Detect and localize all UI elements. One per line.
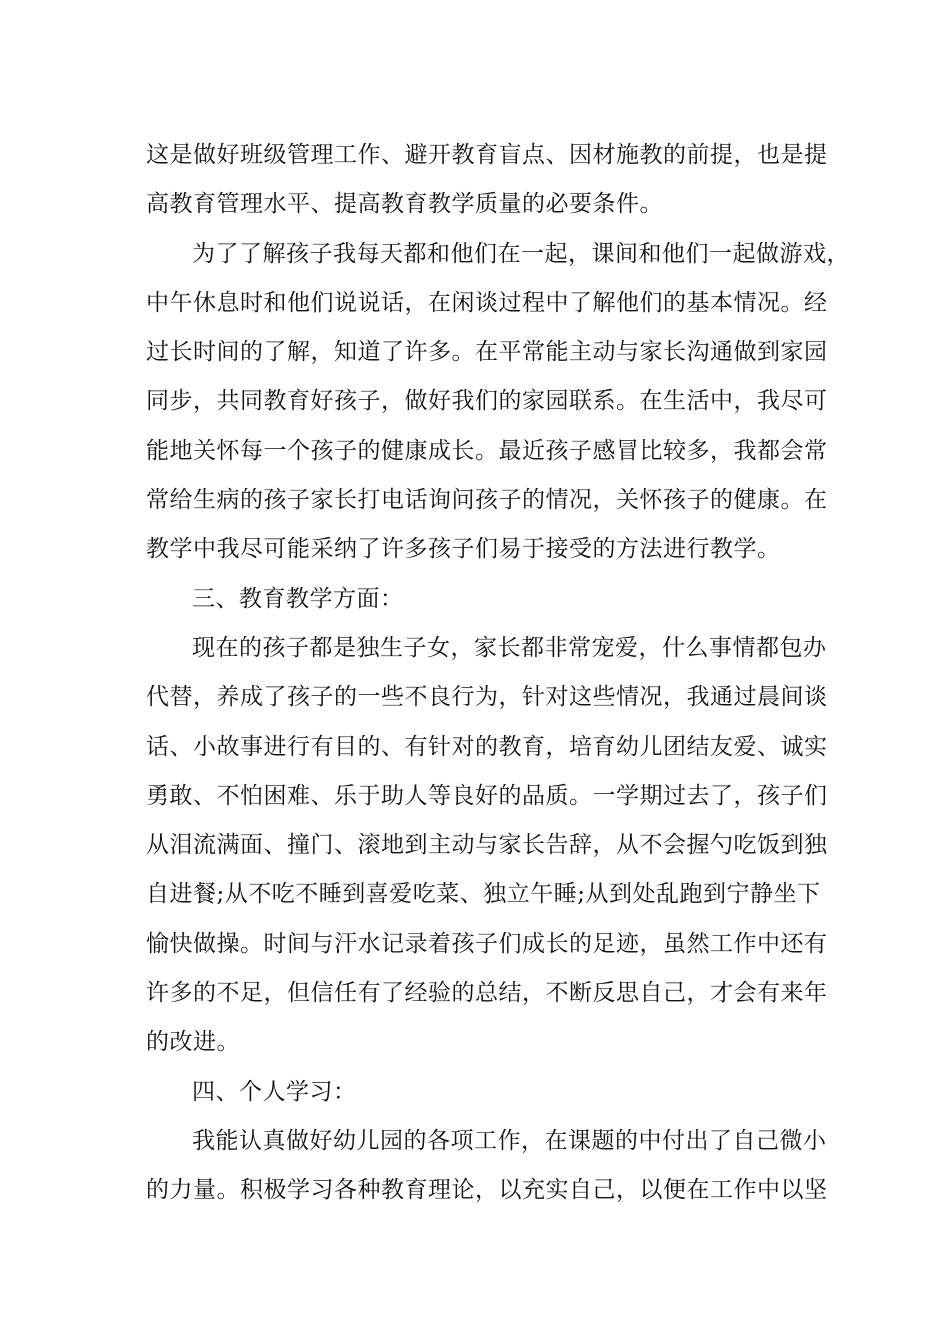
body-text [146, 131, 850, 1216]
text-line: 为了了解孩子我每天都和他们在一起，课间和他们一起做游戏， [192, 240, 850, 267]
text-line: 中午休息时和他们说说话，在闲谈过程中了解他们的基本情况。经 [146, 289, 828, 316]
text-line: 话、小故事进行有目的、有针对的教育，培育幼儿团结友爱、诚实 [146, 733, 828, 760]
text-line: 的改进。 [146, 1029, 240, 1056]
text-line: 常给生病的孩子家长打电话询问孩子的情况，关怀孩子的健康。在 [146, 487, 828, 514]
text-line: 这是做好班级管理工作、避开教育盲点、因材施教的前提，也是提 [146, 142, 828, 168]
text-line: 的力量。积极学习各种教育理论，以充实自己，以便在工作中以坚 [146, 1177, 828, 1204]
text-line: 能地关怀每一个孩子的健康成长。最近孩子感冒比较多，我都会常 [146, 437, 828, 464]
section-heading: 四、个人学习： [192, 1078, 357, 1105]
text-line: 愉快做操。时间与汗水记录着孩子们成长的足迹，虽然工作中还有 [146, 930, 828, 957]
text-line: 过长时间的了解，知道了许多。在平常能主动与家长沟通做到家园 [146, 339, 828, 366]
text-line: 同步，共同教育好孩子，做好我们的家园联系。在生活中，我尽可 [146, 388, 828, 415]
text-line: 从泪流满面、撞门、滚地到主动与家长告辞，从不会握勺吃饭到独 [146, 832, 828, 859]
text-line: 教学中我尽可能采纳了许多孩子们易于接受的方法进行教学。 [146, 536, 781, 563]
text-line: 许多的不足，但信任有了经验的总结，不断反思自己，才会有来年 [146, 980, 828, 1007]
text-line: 代替，养成了孩子的一些不良行为，针对这些情况，我通过晨间谈 [146, 684, 828, 711]
text-line: 高教育管理水平、提高教育教学质量的必要条件。 [146, 191, 663, 218]
text-line: 我能认真做好幼儿园的各项工作，在课题的中付出了自己微小 [192, 1127, 827, 1154]
text-line: 自进餐;从不吃不睡到喜爱吃菜、独立午睡;从到处乱跑到宁静坐下 [146, 881, 821, 908]
section-heading: 三、教育教学方面： [192, 585, 404, 612]
text-line: 勇敢、不怕困难、乐于助人等良好的品质。一学期过去了，孩子们 [146, 782, 828, 809]
text-line: 现在的孩子都是独生子女，家长都非常宠爱，什么事情都包办 [192, 634, 827, 661]
